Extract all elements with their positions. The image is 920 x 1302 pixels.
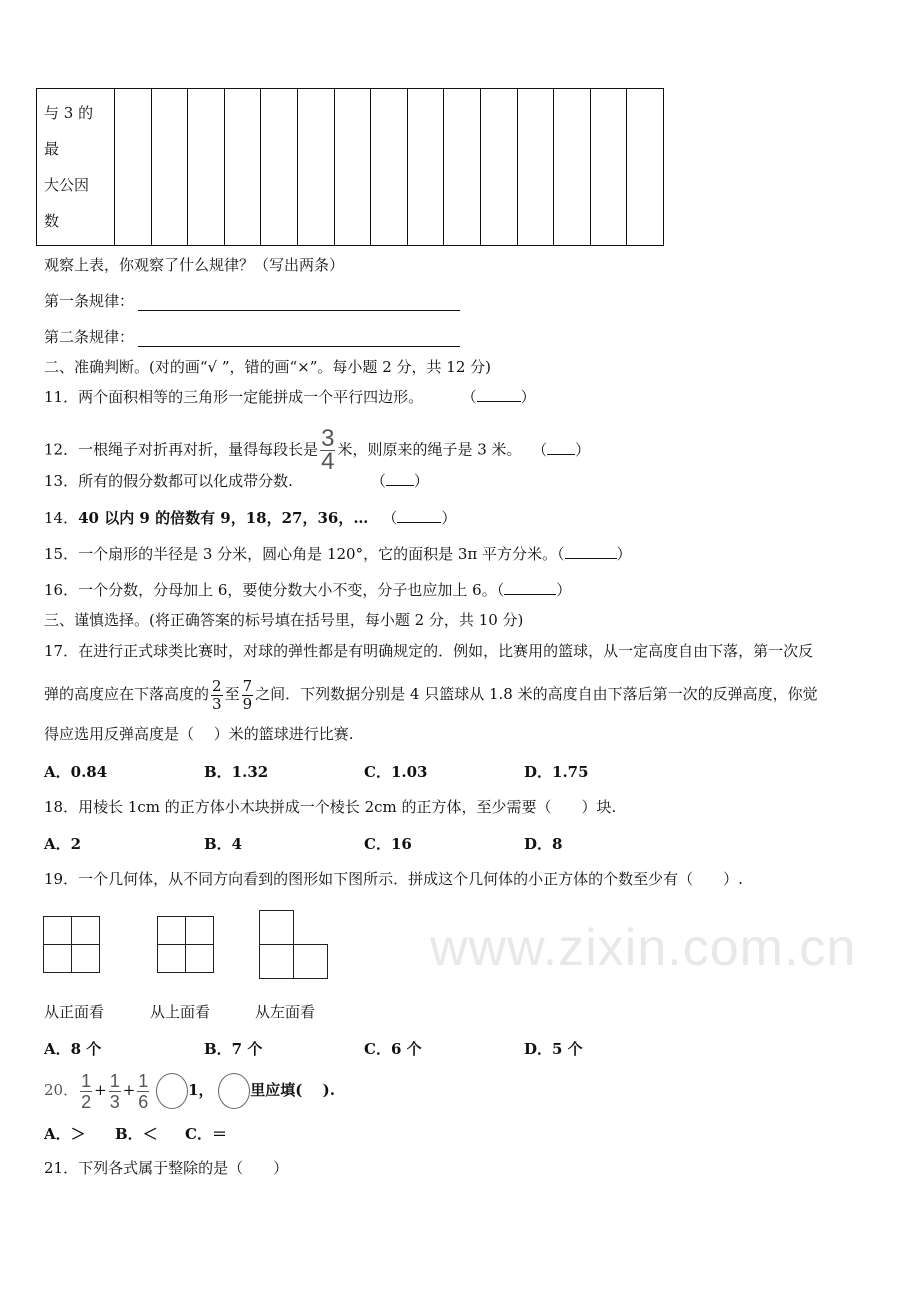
rule2-answer-line[interactable] <box>138 330 460 347</box>
option-c[interactable]: C．1.03 <box>364 763 428 781</box>
rule1-answer-line[interactable] <box>138 294 460 311</box>
plus-sign: + <box>122 1081 136 1099</box>
option-b[interactable]: B．7 个 <box>204 1040 263 1058</box>
question-text: 一个扇形的半径是 3 分米，圆心角是 120°，它的面积是 3π 平方分米。 <box>78 545 558 563</box>
question-text: 在进行正式球类比赛时，对球的弹性都是有明确规定的．例如，比赛用的篮球，从一定高度自由下落，第一次反 <box>78 642 814 660</box>
numerator: 2 <box>212 676 222 695</box>
answer-blank[interactable]: （ ） <box>469 388 536 406</box>
numerator: 3 <box>321 425 335 452</box>
question-number: 20． <box>44 1081 79 1099</box>
option-a[interactable]: A．8 个 <box>44 1040 102 1058</box>
circle-icon <box>218 1073 250 1109</box>
question-text: 之间．下列数据分别是 4 只篮球从 1.8 米的高度自由下落后第一次的反弹高度，你觉 <box>255 685 818 703</box>
answer-blank[interactable]: （ ） <box>496 581 572 599</box>
question-14 <box>44 508 456 528</box>
answer-cell[interactable] <box>407 89 444 246</box>
answer-blank[interactable]: （ ） <box>382 509 457 527</box>
question-19 <box>44 869 743 889</box>
answer-cell[interactable] <box>590 89 627 246</box>
fraction <box>80 1071 92 1112</box>
option-a[interactable]: A．＞ <box>44 1125 86 1143</box>
question-17-line2 <box>44 676 818 713</box>
question-number: 21． <box>44 1159 79 1177</box>
answer-cell[interactable] <box>517 89 554 246</box>
question-17 <box>44 641 813 661</box>
rule2-line <box>44 327 460 347</box>
row-label-line: 大公因 <box>44 176 90 194</box>
front-view-label: 从正面看 <box>44 1003 105 1021</box>
question-number: 12． <box>44 440 79 459</box>
numerator: 1 <box>109 1070 120 1091</box>
answer-cell[interactable] <box>480 89 517 246</box>
section3-title: 三、谨慎选择。(将正确答案的标号填在括号里，每小题 2 分，共 10 分) <box>44 611 524 629</box>
question-number: 11． <box>44 388 79 406</box>
row-label-line: 与 3 的 <box>44 104 94 122</box>
answer-cell[interactable] <box>444 89 481 246</box>
question-number: 18． <box>44 798 79 816</box>
option-d[interactable]: D．5 个 <box>524 1040 583 1058</box>
question-number: 14． <box>44 509 79 527</box>
answer-cell[interactable] <box>554 89 591 246</box>
option-c[interactable]: C．16 <box>364 835 412 853</box>
rule2-label: 第二条规律： <box>44 328 135 346</box>
question-number: 19． <box>44 870 79 888</box>
watermark: www.zixin.com.cn <box>430 919 857 977</box>
question-15 <box>44 544 632 564</box>
question-number: 17． <box>44 642 79 660</box>
answer-cell[interactable] <box>297 89 334 246</box>
question-16 <box>44 580 571 600</box>
denominator: 3 <box>109 1091 120 1112</box>
question-13 <box>44 471 429 491</box>
rule1-label: 第一条规律： <box>44 292 135 310</box>
row-label <box>37 89 115 246</box>
row-label-line: 最 <box>44 140 60 158</box>
question-text: 一个几何体，从不同方向看到的图形如下图所示．拼成这个几何体的小正方体的个数至少有（ ）. <box>78 870 743 888</box>
option-c[interactable]: C．6 个 <box>364 1040 422 1058</box>
numerator: 1 <box>138 1070 149 1091</box>
question-text: 用棱长 1cm 的正方体小木块拼成一个棱长 2cm 的正方体，至少需要（ ）块. <box>78 798 617 816</box>
option-a[interactable]: A．2 <box>44 835 82 853</box>
numerator: 1 <box>81 1070 92 1091</box>
denominator: 6 <box>138 1091 149 1112</box>
question-text: 弹的高度应在下落高度的 <box>44 685 210 703</box>
fraction <box>137 1071 149 1112</box>
answer-cell[interactable] <box>261 89 298 246</box>
answer-blank[interactable]: （ ） <box>539 440 591 459</box>
answer-cell[interactable] <box>334 89 371 246</box>
denominator: 2 <box>81 1091 92 1112</box>
question-text: 所有的假分数都可以化成带分数. <box>78 472 293 490</box>
fraction <box>320 425 335 475</box>
question-text: 1， <box>188 1081 214 1099</box>
fraction <box>211 678 223 713</box>
question-text: 至 <box>224 685 240 703</box>
option-c[interactable]: C．＝ <box>185 1125 227 1143</box>
top-view-label: 从上面看 <box>150 1003 211 1021</box>
question-18 <box>44 797 616 817</box>
observe-prompt: 观察上表，你观察了什么规律？（写出两条） <box>44 256 345 274</box>
fraction <box>109 1071 121 1112</box>
question-number: 16． <box>44 581 79 599</box>
compare-circle[interactable] <box>156 1073 188 1109</box>
question-number: 15． <box>44 545 79 563</box>
question-20 <box>44 1070 335 1112</box>
answer-blank[interactable]: （ ） <box>557 545 632 563</box>
question-text: 一根绳子对折再对折，量得每段长是 <box>78 440 319 459</box>
question-text: 里应填( ). <box>250 1081 335 1099</box>
denominator: 3 <box>212 694 222 713</box>
answer-cell[interactable] <box>115 89 152 246</box>
rule1-line <box>44 291 460 311</box>
row-label-line: 数 <box>44 212 60 230</box>
answer-cell[interactable] <box>627 89 664 246</box>
section2-title: 二、准确判断。(对的画“√ ”，错的画“×”。每小题 2 分，共 12 分) <box>44 358 491 376</box>
option-b[interactable]: B．1.32 <box>204 763 269 781</box>
answer-cell[interactable] <box>371 89 408 246</box>
question-17-line3: 得应选用反弹高度是（ ）米的篮球进行比赛. <box>44 725 354 743</box>
denominator: 9 <box>242 694 253 713</box>
question-text: 米，则原来的绳子是 3 米。 <box>337 440 522 459</box>
answer-cell[interactable] <box>151 89 188 246</box>
question-number: 13． <box>44 472 79 490</box>
question-11 <box>44 387 536 407</box>
question-text: 下列各式属于整除的是（ ） <box>78 1159 289 1177</box>
option-d[interactable]: D．8 <box>524 835 563 853</box>
fraction <box>242 678 254 713</box>
plus-sign: + <box>94 1081 107 1099</box>
answer-cell[interactable] <box>224 89 261 246</box>
gcd-table <box>36 88 664 246</box>
question-text: 两个面积相等的三角形一定能拼成一个平行四边形。 <box>78 388 424 406</box>
answer-cell[interactable] <box>188 89 225 246</box>
left-view-label: 从左面看 <box>255 1003 316 1021</box>
option-a[interactable]: A．0.84 <box>44 763 108 781</box>
question-text: 一个分数，分母加上 6，要使分数大小不变，分子也应加上 6。 <box>78 581 497 599</box>
answer-blank[interactable]: （ ） <box>370 472 429 490</box>
question-12 <box>44 425 591 475</box>
option-d[interactable]: D．1.75 <box>524 763 589 781</box>
option-b[interactable]: B．＜ <box>115 1125 158 1143</box>
denominator: 4 <box>321 448 335 475</box>
question-21 <box>44 1158 288 1178</box>
question-text: 40 以内 9 的倍数有 9，18，27，36，… <box>78 509 369 527</box>
option-b[interactable]: B．4 <box>204 835 243 853</box>
numerator: 7 <box>242 676 253 695</box>
